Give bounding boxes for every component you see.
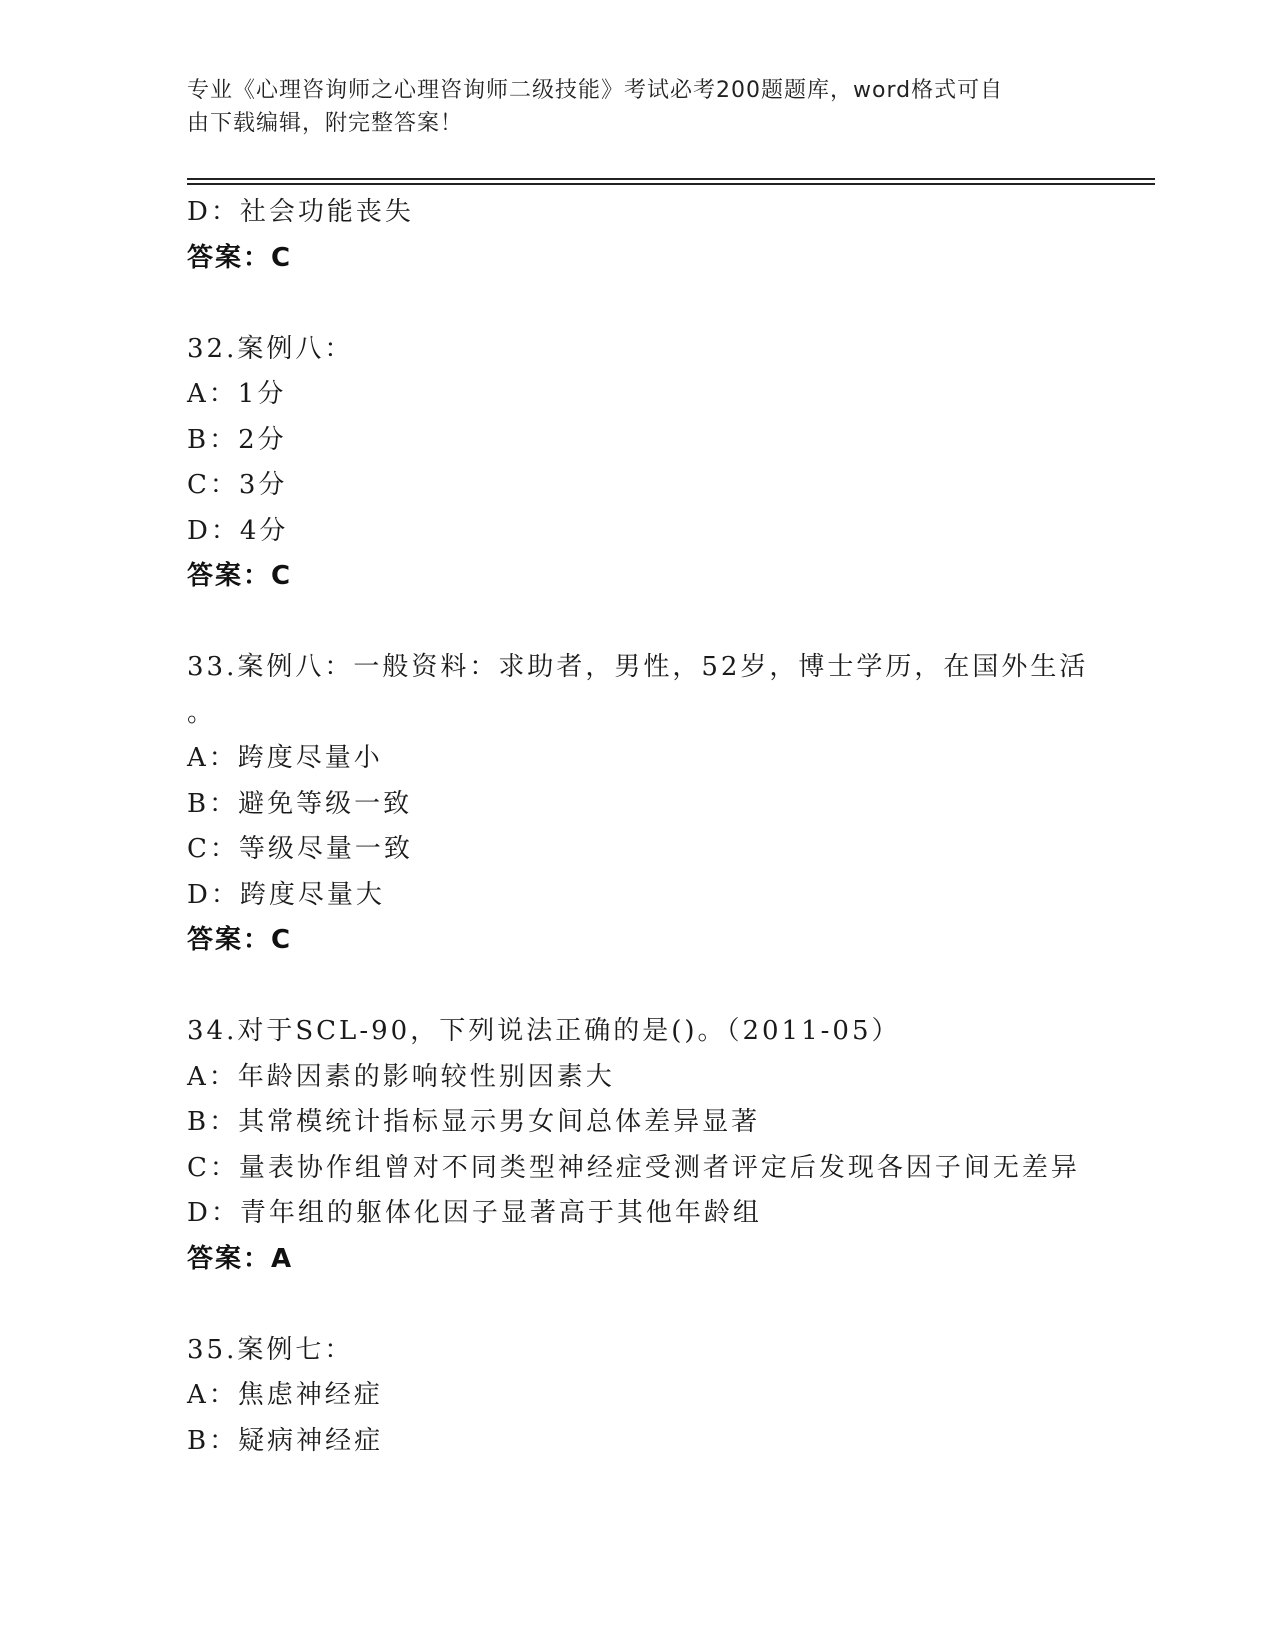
question-31-tail [187,190,1087,281]
spacer [187,1282,1087,1328]
spacer [187,600,1087,646]
option-a: A：1分 [187,379,287,409]
option-d: D：青年组的躯体化因子显著高于其他年龄组 [187,1198,762,1228]
option-c: C：量表协作组曾对不同类型神经症受测者评定后发现各因子间无差异 [187,1152,1080,1183]
option-c: C：3分 [187,470,288,500]
option-a: A：跨度尽量小 [187,743,383,773]
document-header [187,74,1067,140]
answer-line: 答案：C [187,561,293,591]
question-33 [187,645,1087,964]
answer-line: 答案：C [187,242,293,273]
option-b: B：避免等级一致 [187,788,413,819]
option-a: A：年龄因素的影响较性别因素大 [187,1061,615,1092]
header-line-1: 专业《心理咨询师之心理咨询师二级技能》考试必考200题题库，word格式可自 [187,78,1004,103]
answer-line: 答案：C [187,925,293,955]
spacer [187,964,1087,1010]
header-divider-top [187,178,1155,180]
option-c: C：等级尽量一致 [187,834,413,864]
header-divider-bottom [187,183,1155,185]
header-line-2: 由下载编辑，附完整答案！ [187,111,464,136]
spacer [187,281,1087,327]
option-d: D：4分 [187,515,289,546]
option-b: B：其常模统计指标显示男女间总体差异显著 [187,1107,761,1137]
option-b: B：疑病神经症 [187,1425,384,1456]
option-d: D：跨度尽量大 [187,879,385,910]
option-a: A：焦虑神经症 [187,1380,383,1410]
option-d: D：社会功能丧失 [187,197,414,227]
question-stem: 33.案例八：一般资料：求助者，男性，52岁，博士学历，在国外生活 [187,652,1089,682]
question-stem-continuation: 。 [187,697,217,728]
question-35 [187,1328,1087,1465]
question-list [187,190,1087,1464]
question-32 [187,327,1087,600]
question-stem: 34.对于SCL-90，下列说法正确的是()。（2011-05） [187,1016,901,1046]
answer-line: 答案：A [187,1243,294,1274]
question-stem: 35.案例七： [187,1334,354,1365]
question-34 [187,1009,1087,1282]
option-b: B：2分 [187,424,287,455]
question-stem: 32.案例八： [187,333,354,364]
